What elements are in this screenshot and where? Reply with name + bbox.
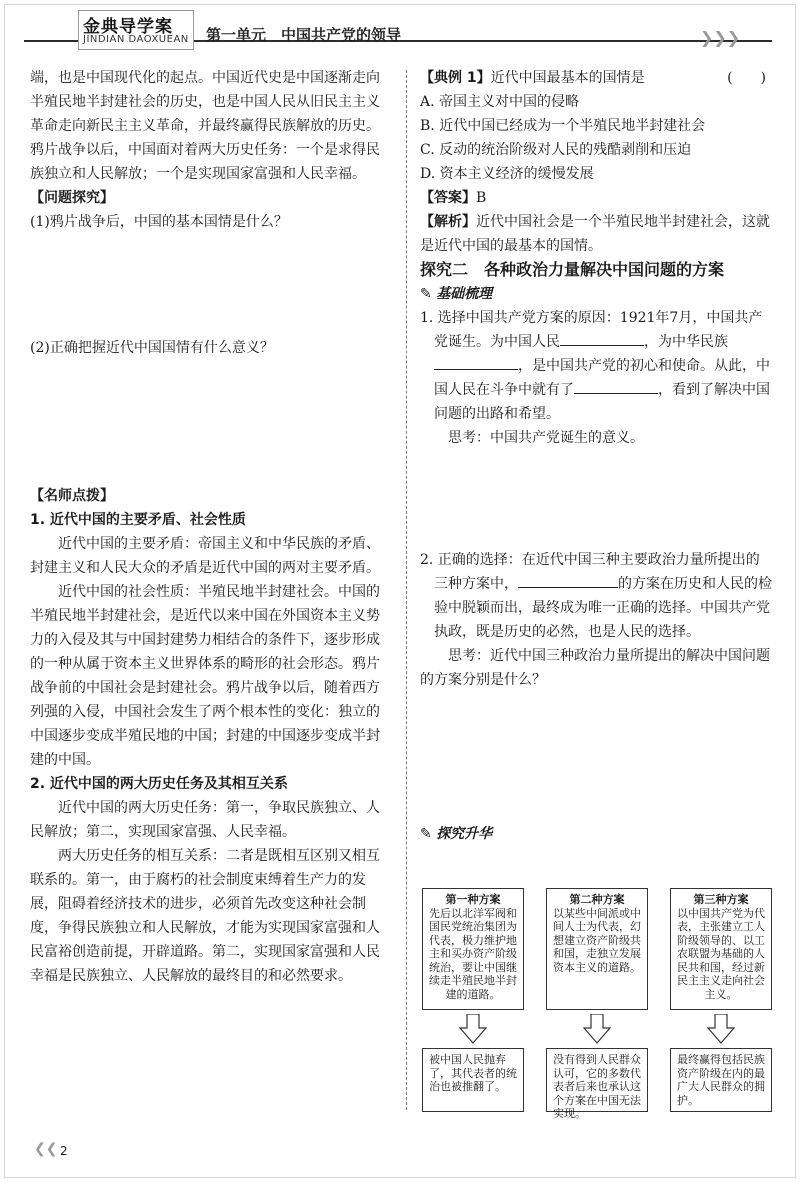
b1-c: ，是中国共产党的初心和使命。从此，中国人民在斗争中就有了	[434, 358, 770, 398]
basic-heading	[420, 282, 772, 306]
plan-2-result: 没有得到人民群众认可，它的多数代表者后来也承认这个方案在中国无法实现。	[546, 1048, 648, 1112]
point-1-title: 1. 近代中国的主要矛盾、社会性质	[30, 512, 246, 528]
answer-space-2	[30, 360, 390, 484]
chevron-right-icon: ❯❯❯	[700, 28, 741, 47]
analysis-text: 近代中国社会是一个半殖民地半封建社会，这就是近代中国的最基本的国情。	[420, 214, 770, 254]
answer-space-3	[420, 450, 772, 548]
analysis-line	[420, 210, 772, 258]
option-a: A. 帝国主义对中国的侵略	[420, 94, 580, 110]
intro-text: 端，也是中国现代化的起点。中国近代史是中国逐渐走向半殖民地半封建社会的历史，也是中国人民从旧民主主义革命走向新民主主义革命，并最终赢得民族解放的历史。鸦片战争以后，中国面对着两大历史任务：一个是求得民族独立和人民解放；一个是实现国家富强和人民幸福。	[30, 70, 380, 182]
logo-cn: 金典导学案	[83, 17, 173, 37]
down-arrow-icon	[707, 1014, 735, 1044]
point-2-a: 近代中国的两大历史任务：第一，争取民族独立、人民解放；第二，实现国家富强、人民幸福。	[30, 800, 380, 840]
answer-tag: 【答案】	[420, 190, 476, 206]
fill-blank-1[interactable]	[560, 331, 644, 346]
fill-blank-4[interactable]	[518, 573, 618, 588]
fill-blank-3[interactable]	[574, 379, 658, 394]
point-1-a: 近代中国的主要矛盾：帝国主义和中华民族的矛盾、封建主义和人民大众的矛盾是近代中国的两对主要矛盾。	[30, 536, 380, 576]
point-2-title: 2. 近代中国的两大历史任务及其相互关系	[30, 776, 288, 792]
plan-3-title: 第三种方案	[693, 893, 749, 906]
option-c: C. 反动的统治阶级对人民的残酷剥削和压迫	[420, 142, 692, 158]
plan-2-title: 第二种方案	[569, 893, 625, 906]
chevron-left-icon: ❮❮	[34, 1141, 58, 1157]
plan-box-1	[422, 888, 524, 1010]
teacher-tag: 【名师点拨】	[30, 488, 114, 504]
basic-tag: 基础梳理	[436, 286, 493, 302]
analysis-tag: 【解析】	[420, 214, 476, 230]
b1-b: ，为中华民族	[644, 334, 728, 350]
down-arrow-icon	[459, 1014, 487, 1044]
fill-blank-2[interactable]	[434, 355, 518, 370]
column-divider	[406, 70, 407, 1110]
point-2-b: 两大历史任务的相互关系：二者是既相互区别又相互联系的。第一，由于腐朽的社会制度束缚着生产力的发展，阻碍着经济技术的进步，必须首先改变这种社会制度，争得民族独立和人民解放，才能为实现国家富强和人民富裕创造前提，开辟道路。第二，实现国家富强和人民幸福是民族独立、人民解放的最终目的和必然要求。	[30, 848, 380, 984]
down-arrow-icon	[583, 1014, 611, 1044]
b2-b: 的方案在历史和人民的检验中脱颖而出，最终成为唯一正确的选择。中国共产党执政，既是历史的必然，也是人民的选择。	[434, 576, 772, 640]
basic-point-2	[420, 548, 772, 644]
plan-box-3	[670, 888, 772, 1010]
plan-1-result: 被中国人民抛弃了，其代表者的统治也被推翻了。	[422, 1048, 524, 1112]
option-d: D. 资本主义经济的缓慢发展	[420, 166, 594, 182]
answer-space-4	[420, 692, 772, 822]
plan-2-text: 以某些中间派或中间人士为代表，幻想建立资产阶级共和国，走独立发展资本主义的道路。	[553, 906, 641, 974]
option-b: B. 近代中国已经成为一个半殖民地半封建社会	[420, 118, 706, 134]
book-logo	[78, 10, 194, 50]
b1-d: ，看到了解决中国问题的出路和希望。	[434, 382, 770, 422]
upgrade-tag: 探究升华	[436, 826, 493, 842]
question-tag: 【问题探究】	[30, 190, 114, 206]
answer-paren: ( )	[727, 70, 766, 86]
think-1: 思考：中国共产党诞生的意义。	[448, 430, 644, 446]
question-1: (1)鸦片战争后，中国的基本国情是什么？	[30, 214, 288, 230]
unit-title: 第一单元 中国共产党的领导	[206, 26, 402, 44]
example-text: 近代中国最基本的国情是	[490, 70, 645, 86]
pencil-icon: ✎	[420, 286, 432, 302]
page-number: 2	[60, 1144, 68, 1158]
think-2: 思考：近代中国三种政治力量所提出的解决中国问题的方案分别是什么？	[420, 648, 770, 688]
left-column	[30, 66, 390, 988]
plan-1-title: 第一种方案	[445, 893, 501, 906]
b1-a: 1. 选择中国共产党方案的原因：1921年7月，中国共产党诞生。为中国人民	[420, 310, 763, 350]
plan-box-2	[546, 888, 648, 1010]
question-2: (2)正确把握近代中国国情有什么意义？	[30, 340, 274, 356]
answer-line	[420, 186, 772, 210]
plan-3-result: 最终赢得包括民族资产阶级在内的最广大人民群众的拥护。	[670, 1048, 772, 1112]
example-question	[420, 66, 772, 90]
answer-value: B	[476, 190, 487, 206]
plans-diagram	[422, 888, 774, 1118]
upgrade-heading	[420, 822, 772, 846]
right-column	[420, 66, 772, 846]
b2-a: 2. 正确的选择：在近代中国三种主要政治力量所提出的三种方案中，	[420, 552, 760, 592]
plan-3-text: 以中国共产党为代表，主张建立工人阶级领导的、以工农联盟为基础的人民共和国，经过新民主主义走向社会主义。	[677, 906, 765, 1001]
basic-point-1	[420, 306, 772, 426]
section-2-title: 探究二 各种政治力量解决中国问题的方案	[420, 260, 725, 279]
example-tag: 【典例 1】	[420, 70, 491, 86]
answer-space-1	[30, 234, 390, 336]
plan-1-text: 先后以北洋军阀和国民党统治集团为代表，极力维护地主和买办资产阶级统治，要让中国继续走半殖民地半封建的道路。	[429, 906, 517, 1001]
point-1-b: 近代中国的社会性质：半殖民地半封建社会。中国的半殖民地半封建社会，是近代以来中国在外国资本主义势力的入侵及其与中国封建势力相结合的条件下，逐步形成的一种从属于资本主义世界体系的畸形的社会形态。鸦片战争前的中国社会是封建社会。鸦片战争以后，随着西方列强的入侵，中国社会发生了两个根本性的变化：独立的中国逐步变成半殖民地的中国；封建的中国逐步变成半封建的中国。	[30, 584, 380, 768]
page-header	[0, 0, 800, 58]
pencil-icon: ✎	[420, 826, 432, 842]
logo-en: JINDIAN DAOXUEAN	[83, 34, 189, 45]
